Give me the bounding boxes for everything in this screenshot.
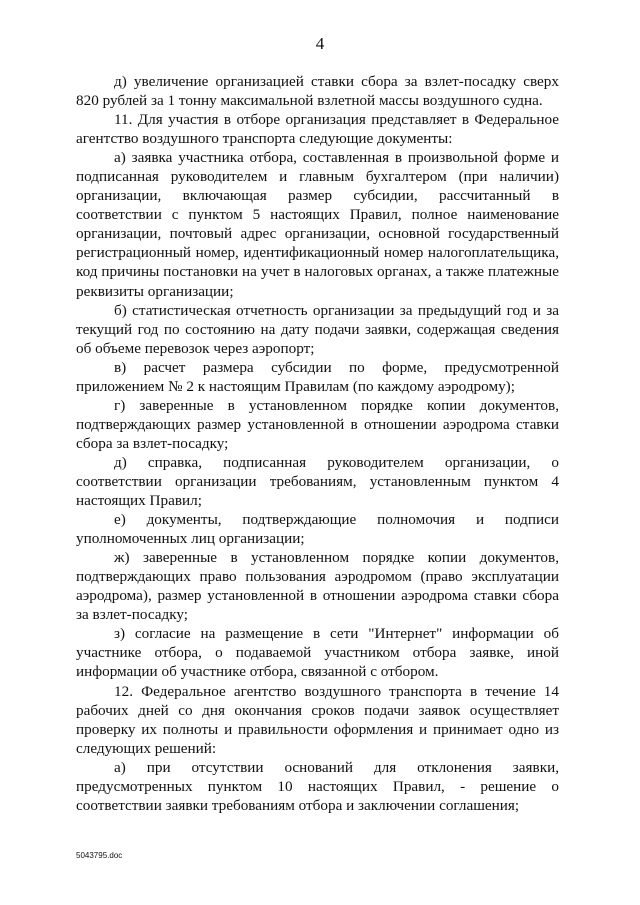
paragraph-d-rate-increase: д) увеличение организацией ставки сбора за взлет-посадку сверх 820 рублей за 1 тонну максимальной взлетной массы воздушного судна.: [76, 73, 559, 110]
paragraph-12-review: 12. Федеральное агентство воздушного транспорта в течение 14 рабочих дней со дня окончания сроков подачи заявок осуществляет проверку их полноты и правильности оформления и принимает одно из следующих решений:: [76, 682, 559, 757]
document-body: [76, 72, 559, 815]
paragraph-e-authority: е) документы, подтверждающие полномочия и подписи уполномоченных лиц организации;: [76, 511, 559, 548]
document-code: 5043795.doc: [76, 851, 123, 860]
paragraph-a-decision: а) при отсутствии оснований для отклонения заявки, предусмотренных пунктом 10 настоящих Правил, - решение о соответствии заявки требованиям отбора и заключении соглашения;: [76, 758, 559, 814]
paragraph-v-calculation: в) расчет размера субсидии по форме, предусмотренной приложением № 2 к настоящим Правилам (по каждому аэродрому);: [76, 358, 559, 395]
paragraph-a-application: а) заявка участника отбора, составленная в произвольной форме и подписанная руководителем и главным бухгалтером (при наличии) организации, включающая размер субсидии, рассчитанный в соответствии с пунктом 5 настоящих Правил, полное наименование организации, почтовый адрес организации, основной государственный регистрационный номер, идентификационный номер налогоплательщика, код причины постановки на учет в налоговых органах, а также платежные реквизиты организации;: [76, 149, 559, 300]
paragraph-z-consent: з) согласие на размещение в сети "Интернет" информации об участнике отбора, о подаваемой участником отбора заявке, иной информации об участнике отбора, связанной с отбором.: [76, 625, 559, 681]
paragraph-zh-aerodrome-rights: ж) заверенные в установленном порядке копии документов, подтверждающих право пользования аэродромом (право эксплуатации аэродрома), размер установленной в отношении аэродрома ставки сбора за взлет-посадку;: [76, 549, 559, 624]
paragraph-11-documents: 11. Для участия в отборе организация представляет в Федеральное агентство воздушного транспорта следующие документы:: [76, 111, 559, 148]
paragraph-b-statistics: б) статистическая отчетность организации за предыдущий год и за текущий год по состоянию на дату подачи заявки, содержащая сведения об объеме перевозок через аэропорт;: [76, 301, 559, 357]
paragraph-g-certified-copies: г) заверенные в установленном порядке копии документов, подтверждающих размер установленной в отношении аэродрома ставки сбора за взлет-посадку;: [76, 396, 559, 452]
page-number: 4: [315, 34, 325, 53]
paragraph-d-certificate: д) справка, подписанная руководителем организации, о соответствии организации требованиям, установленным пунктом 4 настоящих Правил;: [76, 453, 559, 510]
